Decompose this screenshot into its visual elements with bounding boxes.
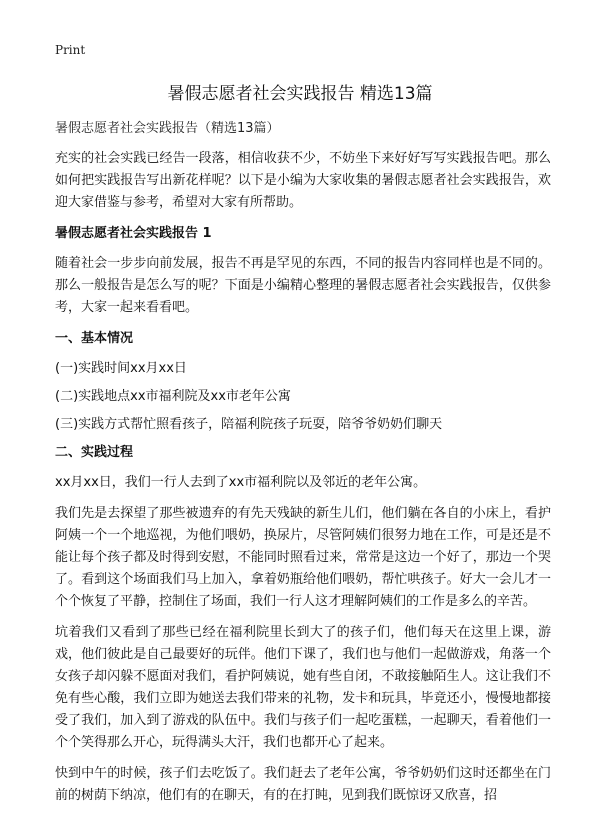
section-heading: 暑假志愿者社会实践报告 1 <box>55 226 212 241</box>
process-paragraph: 快到中午的时候，孩子们去吃饭了。我们赶去了老年公寓，爷爷奶奶们这时还都坐在门前的树荫下纳凉，他们有的在聊天，有的在打盹，见到我们既惊讶又欣喜，招 <box>55 766 551 803</box>
process-heading: 二、实践过程 <box>55 445 134 460</box>
intro-paragraph: 充实的社会实践已经告一段落，相信收获不少，不妨坐下来好好写写实践报告吧。那么如何把实践报告写出新花样呢？以下是小编为大家收集的暑假志愿者社会实践报告，欢迎大家借鉴与参考，希望对大家有所帮助。 <box>55 151 551 210</box>
page-title: 暑假志愿者社会实践报告 精选13篇 <box>167 84 433 104</box>
process-paragraph: xx月xx日，我们一行人去到了xx市福利院以及邻近的老年公寓。 <box>55 475 427 490</box>
process-paragraph: 我们先是去探望了那些被遗弃的有先天残缺的新生儿们，他们躺在各自的小床上，看护阿姨一个一个地巡视，为他们喂奶，换尿片，尽管阿姨们很努力地在工作，可是还是不能让每个孩子都及时得到安慰，不能同时照看过来，常常是这边一个好了，那边一个哭了。看到这个场面我们马上加入，拿着奶瓶给他们喂奶，帮忙哄孩子。好大一会儿才一个个恢复了平静，控制住了场面，我们一行人这才理解阿姨们的工作是多么的辛苦。 <box>55 506 551 609</box>
basic-info-heading: 一、基本情况 <box>55 331 134 346</box>
basic-info-time: (一)实践时间xx月xx日 <box>55 361 187 376</box>
section-intro-paragraph: 随着社会一步步向前发展，报告不再是罕见的东西，不同的报告内容同样也是不同的。那么一般报告是怎么写的呢？下面是小编精心整理的暑假志愿者社会实践报告，仅供参考，大家一起来看看吧。 <box>55 256 551 315</box>
print-link[interactable]: Print <box>55 43 86 57</box>
process-paragraph: 坑着我们又看到了那些已经在福利院里长到大了的孩子们，他们每天在这里上课，游戏，他们彼此是自己最要好的玩伴。他们下课了，我们也与他们一起做游戏，角落一个女孩子却闪躲不愿面对我们，看护阿姨说，她有些自闭，不敢接触陌生人。这让我们不免有些心酸，我们立即为她送去我们带来的礼物，发卡和玩具，毕竟还小，慢慢地都接受了我们，加入到了游戏的队伍中。我们与孩子们一起吃蛋糕，一起聊天，看着他们一个个笑得那么开心，玩得满头大汗，我们也都开心了起来。 <box>55 625 551 750</box>
basic-info-method: (三)实践方式帮忙照看孩子，陪福利院孩子玩耍，陪爷爷奶奶们聊天 <box>55 417 443 432</box>
document-subtitle: 暑假志愿者社会实践报告（精选13篇） <box>55 121 280 136</box>
article-body <box>55 118 551 816</box>
basic-info-location: (二)实践地点xx市福利院及xx市老年公寓 <box>55 389 291 404</box>
